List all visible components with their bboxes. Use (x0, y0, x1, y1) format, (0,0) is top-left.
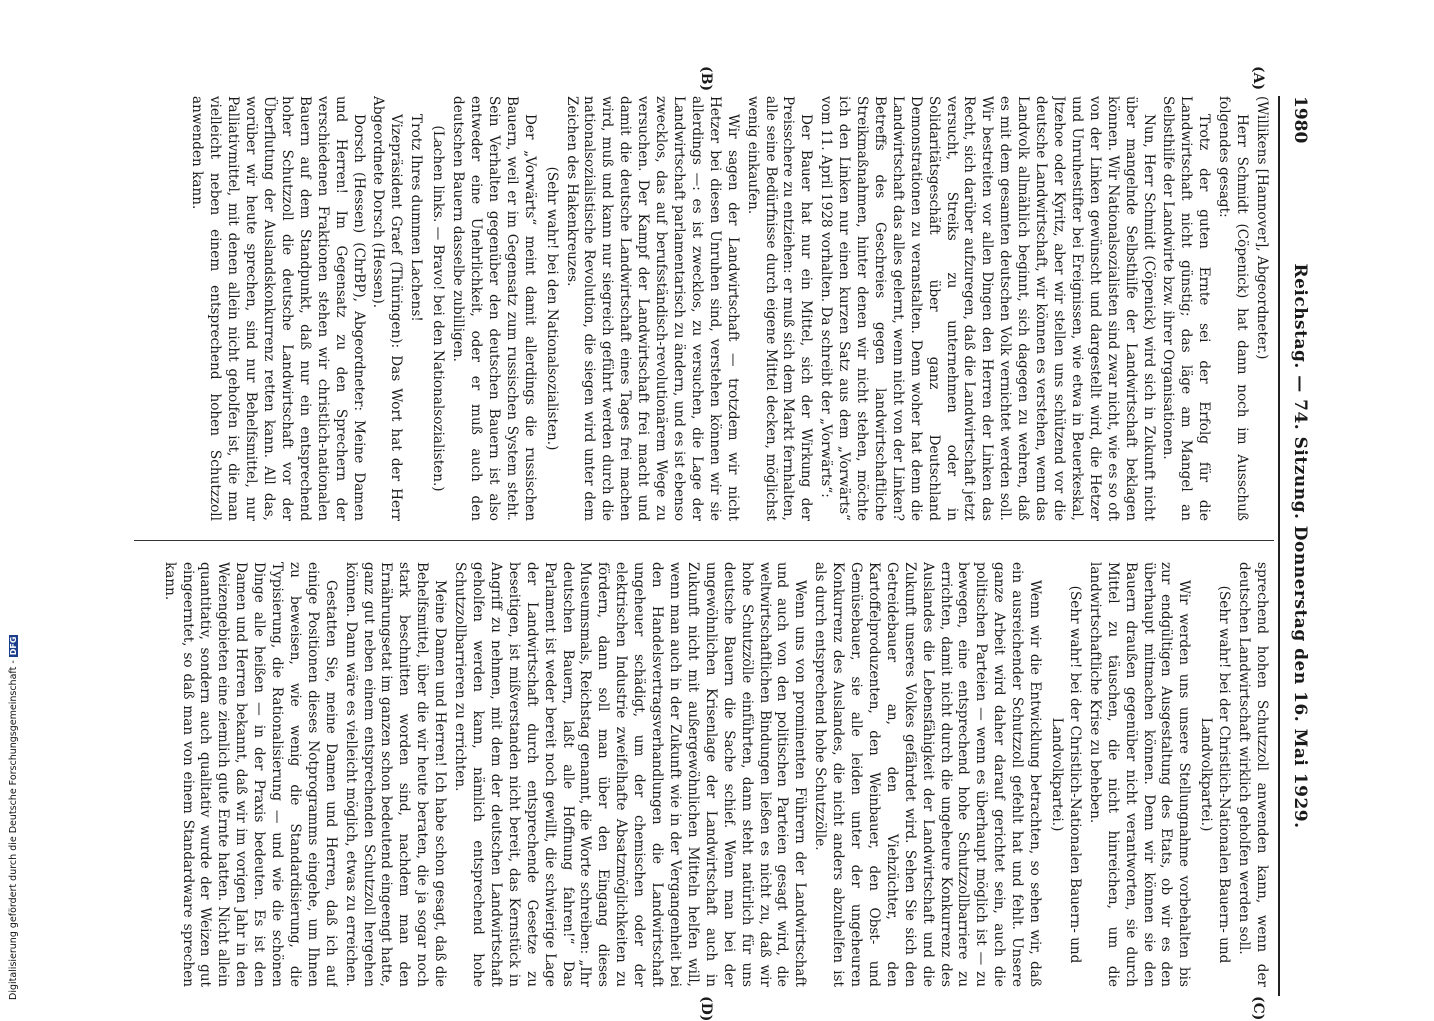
paragraph-vice-president: Vizepräsident Graef (Thüringen): Das Wort hat der Herr Abgeordnete Dorsch (Hessen). (370, 96, 405, 521)
paragraph: Herr Schmidt (Cöpenick) hat dann noch im Ausschuß folgendes gesagt: (1216, 96, 1251, 521)
paragraph: Wenn wir die Entwicklung betrachten, so sehen wir, daß ein ausreichender Schutzzoll gefehlt hat und fehlt. Unsere ganze Arbeit wird daher darauf gerichtet sein, auch die politischen Parteien — wenn es überhaupt möglich ist — zu bewegen, eine entsprechend hohe Schutzzollbarriere zu errichten, damit nicht durch die ungeheure Konkurrenz des Auslandes die Lebensfähigkeit der Landwirtschaft und die Zukunft unseres Volkes gefährdet wird. Sehen Sie sich den Getreidebauer an, den Viehzüchter, den Kartoffelproduzenten, den Weinbauer, den Obst- und Gemüsebauer, sie alle leiden unter der ungeheuren Konkurrenz des Auslandes, die nicht anders abzuhelfen ist als durch entsprechend hohe Schutzzölle. (812, 562, 1044, 987)
paragraph: Der „Vorwärts“ meint damit allerdings die russischen Bauern, weil er im Gegensatz zum russischen System steht. Sein Verhalten gegenüber den deutschen Bauern ist also entweder eine Unehrlichkeit, oder er muß auch den deutschen Bauern dasselbe zubilligen. (450, 96, 538, 521)
digitization-footer (8, 635, 19, 1000)
page-number: 1980 (1290, 96, 1310, 144)
paragraph: Wir werden uns unsere Stellungnahme vorbehalten bis zur endgültigen Ausgestaltung des Etats, ob wir es den überhaupt mitmachen können. Denn wir können sie den Bauern draußen gegenüber nicht verantworten, sie durch Mittel zu täuschen, die nicht hinreichen, um die landwirtschaftliche Krise zu beheben. (1086, 562, 1193, 987)
margin-marker-d: (D) (698, 996, 714, 1021)
interjection: (Sehr wahr! bei den Nationalsozialisten.) (543, 166, 560, 451)
page-header (1278, 96, 1314, 996)
paragraph: Nun, Herr Schmidt (Cöpenick) wird sich in Zukunft nicht über mangelnde Selbsthilfe der Landwirtschaft beklagen können. Wir Nationalsozialisten sind zwar nicht, wie es so oft von der Linken gewünscht und dargestellt wird, die Hetzer und Unruhestifter bei Ereignissen, wie etwa in Beuerkeskal, Jtzehoe oder Kyritz, aber wir stellen uns schützend vor die deutsche Landwirtschaft, wir können es verstehen, wenn das Landvolk allmählich beginnt, sich dagegen zu wehren, daß es mit dem gesamten deutschen Volk vernichtet werden soll. Wir bestreiten vor allen Dingen den Herren der Linken das Recht, sich darüber aufzuregen, daß die Landwirtschaft jetzt versucht, Streiks zu unternehmen oder in Solidaritätsgeschäft über ganz Deutschland Demonstrationen zu veranstalten. Denn woher hat denn die Landwirtschaft das alles gelernt, wenn nicht von der Linken? Betreffs des Geschreies gegen landwirtschaftliche Streikmaßnahmen, hinter denen wir nicht stehen, möchte ich den Linken nur einen kurzen Satz aus dem „Vorwärts“ vom 11. April 1928 vorhalten. Da schreibt der „Vorwärts“: (818, 96, 1157, 521)
page-title: Reichstag. — 74. Sitzung. Donnerstag den 16. Mai 1929. (1290, 263, 1310, 829)
interjection: (Sehr wahr! bei der Christlich-Nationalen Bauern- und Landvolkpartei.) (1198, 585, 1233, 964)
right-column (140, 562, 1270, 987)
paragraph: Wir sagen der Landwirtschaft — trotzdem wir nicht Hetzer bei diesen Unruhen sind, verstehen können wir sie allerdings —: es ist zwecklos, zu versuchen, die Lage der Landwirtschaft parlamentarisch zu ändern, und es ist ebenso zwecklos, das auf berufsständisch-revolutionärem Wege zu versuchen. Der Kampf der Landwirtschaft frei macht und damit die deutsche Landwirtschaft eines Tages frei machen wird, muß und kann nur siegreich geführt werden durch die nationalsozialistische Revolution, die siegen wird unter dem Zeichen des Hakenkreuzes. (563, 96, 741, 521)
column-divider (134, 540, 1274, 541)
paragraph: Gestatten Sie, meine Damen und Herren, daß ich auf einige Positionen dieses Notprogramms eingehe, um Ihnen zu beweisen, wie wenig die Standardisierung, die Typisierung, die Rationalisierung — und wie die schönen Dinge alle heißen — in der Praxis bedeuten. Es ist den Damen und Herren bekannt, daß wir im vorigen Jahr in den Weizengebieten eine ziemlich gute Ernte hatten. Nicht allein quantitativ, sondern auch qualitativ wurde der Weizen gut eingeerntet, so daß man von einem Standardware sprechen kann. (161, 562, 339, 987)
quote-paragraph: Der Bauer hat nur ein Mittel, sich der Wirkung der Preisschere zu entziehen: er muß sich dem Markt fernhalten, alle seine Bedürfnisse durch eigene Mittel decken, möglichst wenig einkaufen. (744, 96, 815, 521)
margin-marker-c: (C) (1250, 996, 1266, 1021)
paragraph-speaker-continued: (Willikens [Hannover], Abgeordneter.) (1254, 96, 1270, 360)
margin-marker-b: (B) (698, 66, 714, 92)
quote-paragraph: Trotz der guten Ernte sei der Erfolg für die Landwirtschaft nicht günstig; das läge am Mangel an Selbsthilfe der Landwirte bzw. ihrer Organisationen. (1160, 96, 1213, 521)
margin-marker-a: (A) (1250, 66, 1266, 91)
rotated-page (124, 66, 1314, 1021)
paragraph: Wenn uns von prominenten Führern der Landwirtschaft und auch von den politischen Parteien gesagt wird, die weltwirtschaftlichen Bindungen ließen es nicht zu, daß wir hohe Schutzzölle einführten, dann steht natürlich für uns deutsche Bauern die Sache schief. Wenn man bei der ungewöhnlichen Krisenlage der Landwirtschaft auch in Zukunft nicht mit außergewöhnlichen Mitteln helfen will, wenn man auch in der Zukunft wie in der Vergangenheit bei den Handelsvertragsverhandlungen die Landwirtschaft ungeheuer schädigt, um der chemischen oder der elektrischen Industrie zweifelhafte Absatzmöglichkeiten zu fördern, dann soll man über den Eingang dieses Museumsmals, Reichstag genannt, die Worte schreiben: „Ihr deutschen Bauern, laßt alle Hoffnung fahren!“ Das Parlament ist weder bereit noch gewillt, die schwierige Lage der Landwirtschaft durch entsprechende Gesetze zu beseitigen, ist mißverstanden nicht bereit, das Kernstück in Angriff zu nehmen, mit dem der deutschen Landwirtschaft geholfen werden kann, nämlich entsprechend hohe Schutzzollbarrieren zu errichten. (452, 562, 809, 987)
footer-text: Digitalisierung gefördert durch die Deutsche Forschungsgemeinschaft - (8, 660, 19, 1000)
paragraph: Trotz Ihres dummen Lachens! (408, 114, 425, 322)
left-column (140, 96, 1270, 521)
interjection: (Lachen links. — Bravo! bei den Nationalsozialisten.) (430, 125, 447, 492)
paragraph: Meine Damen und Herren! Ich habe schon gesagt, daß die Behelfsmittel, über die wir heute beraten, die ja sogar noch stark beschnitten worden sind, nachdem man den Ernährungsetat im ganzen schon bedeutend eingeengt hatte, ganz gut neben einem entsprechenden Schutzzoll hergehen können. Dann wäre es vielleicht möglich, etwas zu erreichen. (342, 562, 449, 987)
paragraph: sprechend hohen Schutzzoll anwenden kann, wenn der deutschen Landwirtschaft wirklich geholfen werden soll. (1236, 562, 1270, 987)
interjection: (Sehr wahr! bei der Christlich-Nationalen Bauern- und Landvolkpartei.) (1049, 585, 1083, 964)
paragraph-speaker: Dorsch (Hessen) (ChrBP), Abgeordneter: Meine Damen und Herren! Im Gegensatz zu den Sprechern der verschiedenen Fraktionen stehen wir christlich-nationalen Bauern auf dem Standpunkt, daß nur ein entsprechend hoher Schutzzoll die deutsche Landwirtschaft vor der Überflutung der Auslandskonkurrenz retten kann. All das, worüber wir heute sprechen, sind nur Behelfsmittel, nur Palliativmittel, mit denen allein nicht geholfen ist, die man vielleicht neben einem entsprechend hohen Schutzzoll anwenden kann. (189, 96, 367, 521)
dfg-logo: DFG (9, 636, 18, 656)
